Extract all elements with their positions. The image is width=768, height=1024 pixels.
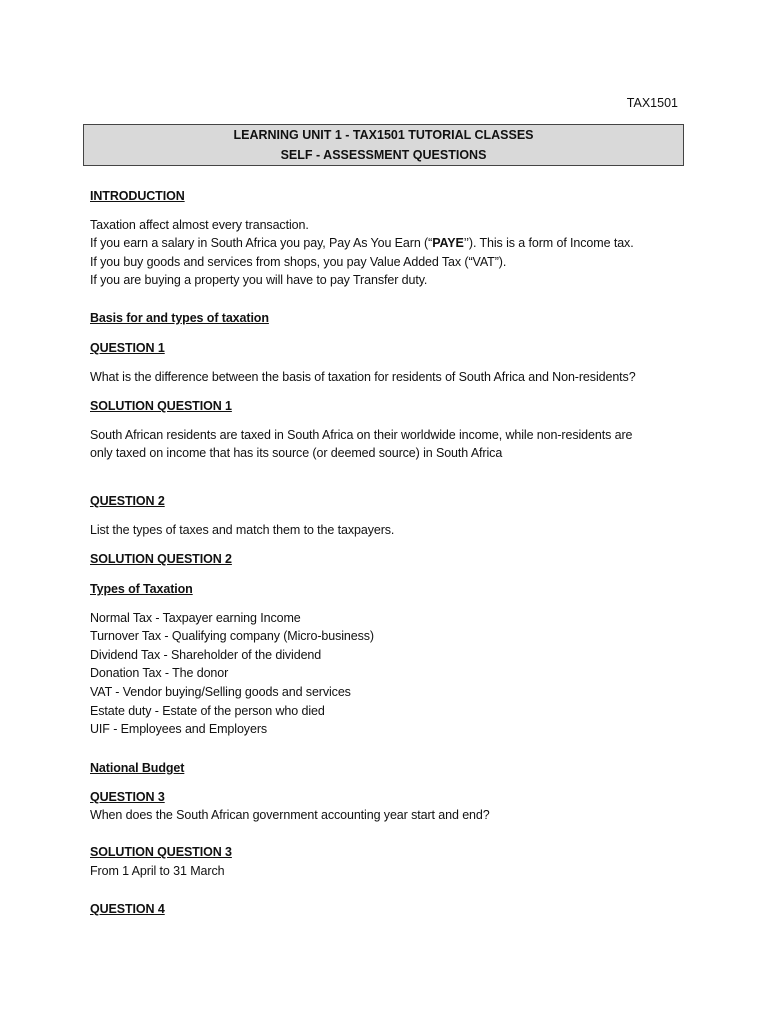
- solution-2-heading: SOLUTION QUESTION 2: [90, 552, 232, 566]
- tax-type-item: Donation Tax - The donor: [90, 666, 229, 680]
- solution-1-heading: SOLUTION QUESTION 1: [90, 399, 232, 413]
- question-2-text: List the types of taxes and match them to the taxpayers.: [90, 523, 395, 537]
- title-box: [83, 124, 684, 166]
- question-4-heading: QUESTION 4: [90, 902, 165, 916]
- paye-bold: PAYE: [432, 236, 464, 250]
- solution-3-text: From 1 April to 31 March: [90, 864, 225, 878]
- tax-type-item: Estate duty - Estate of the person who died: [90, 704, 325, 718]
- tax-type-item: Dividend Tax - Shareholder of the dividend: [90, 648, 322, 662]
- tax-type-item: Normal Tax - Taxpayer earning Income: [90, 611, 301, 625]
- question-3-heading: QUESTION 3: [90, 790, 165, 804]
- introduction-heading: INTRODUCTION: [90, 189, 185, 203]
- intro-line-2-pre: If you earn a salary in South Africa you pay, Pay As You Earn (“: [90, 236, 433, 250]
- question-1-text: What is the difference between the basis of taxation for residents of South Africa and Non-residents?: [90, 370, 636, 384]
- question-1-heading: QUESTION 1: [90, 341, 165, 355]
- intro-line-4: If you are buying a property you will have to pay Transfer duty.: [90, 273, 428, 287]
- tax-type-item: Turnover Tax - Qualifying company (Micro-business): [90, 629, 374, 643]
- question-2-heading: QUESTION 2: [90, 494, 165, 508]
- solution-1-line-1: South African residents are taxed in South Africa on their worldwide income, while non-residents are: [90, 428, 633, 442]
- intro-line-3: If you buy goods and services from shops, you pay Value Added Tax (“VAT”).: [90, 255, 507, 269]
- intro-line-1: Taxation affect almost every transaction.: [90, 218, 309, 232]
- tax-type-item: VAT - Vendor buying/Selling goods and services: [90, 685, 351, 699]
- title-line-1: LEARNING UNIT 1 - TAX1501 TUTORIAL CLASSES: [233, 128, 534, 142]
- basis-heading: Basis for and types of taxation: [90, 311, 269, 325]
- intro-line-2-post: ’’). This is a form of Income tax.: [463, 236, 634, 250]
- title-line-2: SELF - ASSESSMENT QUESTIONS: [280, 148, 487, 162]
- tax-type-item: UIF - Employees and Employers: [90, 722, 268, 736]
- solution-3-heading: SOLUTION QUESTION 3: [90, 845, 232, 859]
- intro-line-2: [90, 234, 634, 253]
- types-of-taxation-heading: Types of Taxation: [90, 582, 193, 596]
- question-3-text: When does the South African government accounting year start and end?: [90, 808, 490, 822]
- solution-1-line-2: only taxed on income that has its source (or deemed source) in South Africa: [90, 446, 503, 460]
- course-code: TAX1501: [626, 96, 678, 110]
- national-budget-heading: National Budget: [90, 761, 185, 775]
